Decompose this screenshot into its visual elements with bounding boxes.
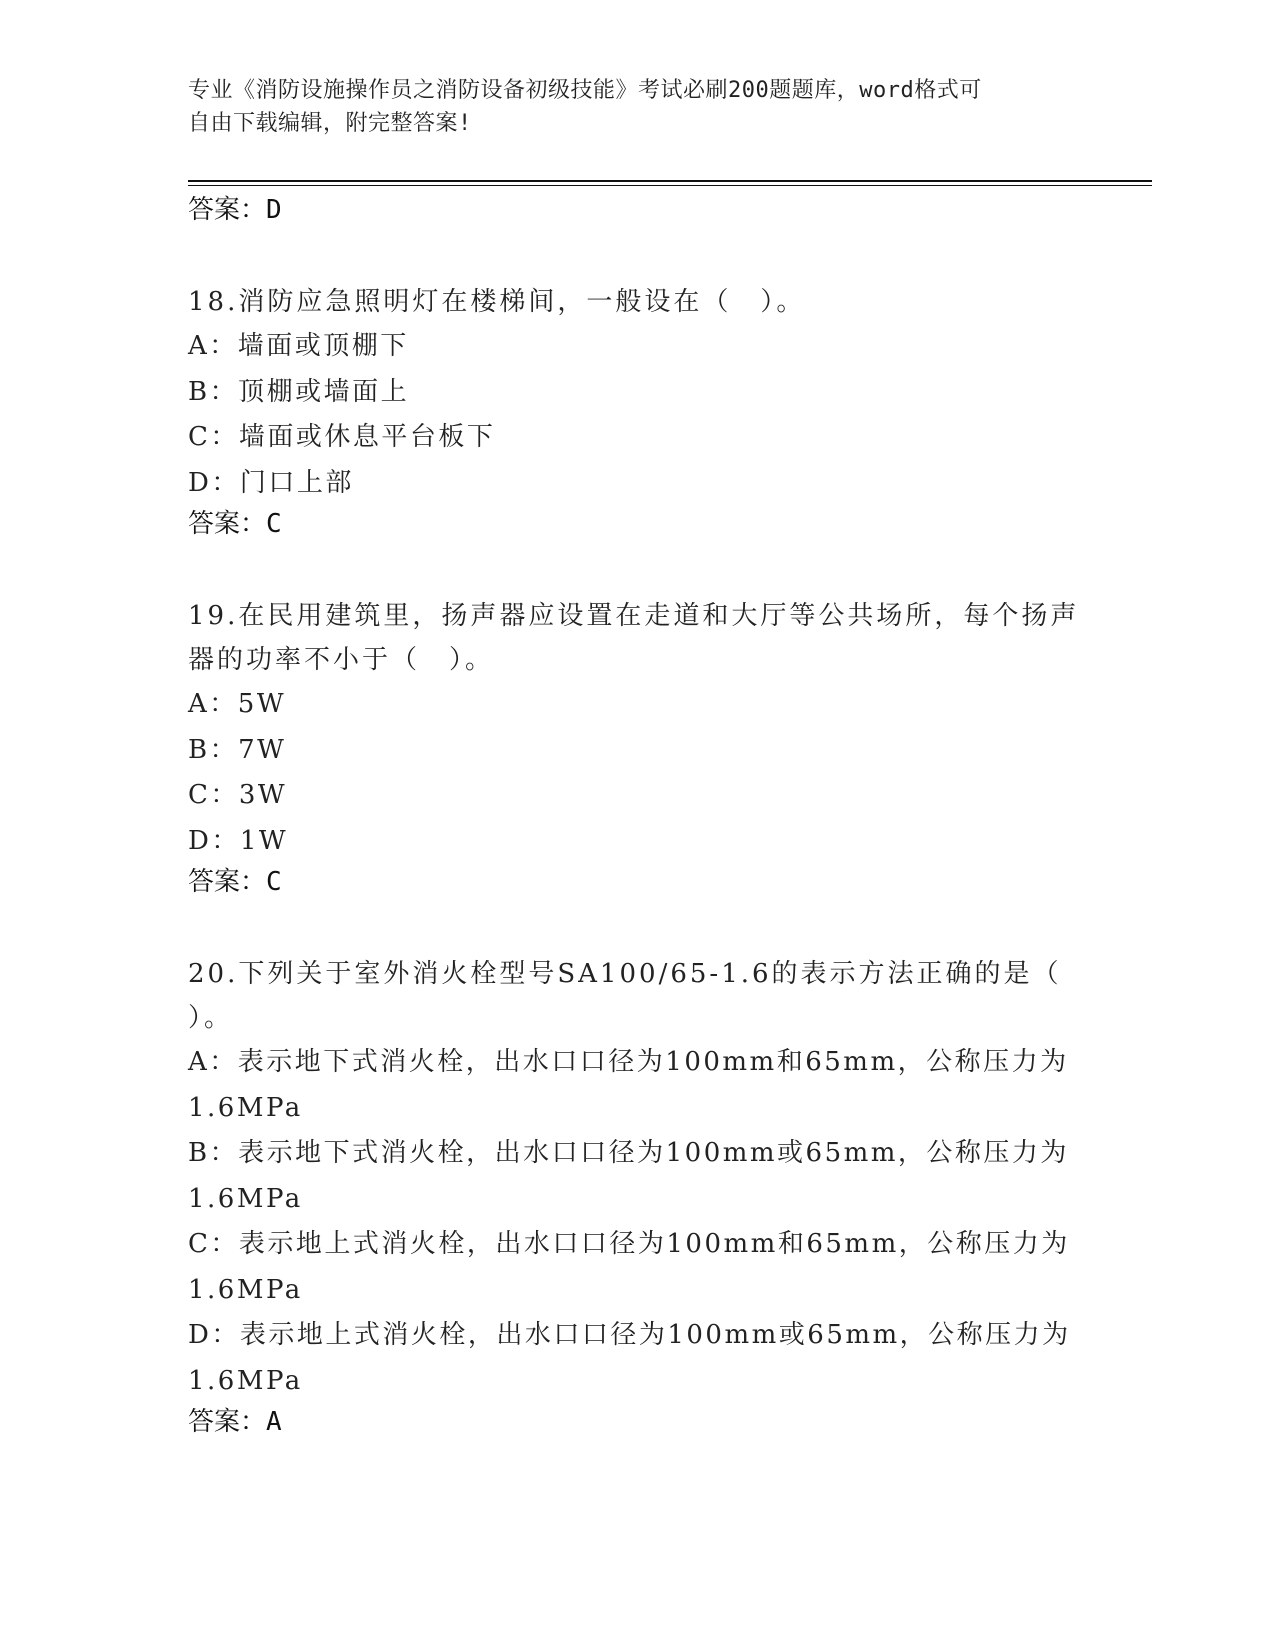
option-c: C：墙面或休息平台板下 — [188, 422, 496, 452]
previous-answer: 答案：D — [188, 195, 282, 225]
option-a: A：5W — [188, 689, 287, 719]
answer-line: 答案：C — [188, 509, 282, 539]
header-line-2: 自由下载编辑，附完整答案! — [188, 111, 472, 136]
question-block-18 — [188, 280, 1088, 542]
header-line-1: 专业《消防设施操作员之消防设备初级技能》考试必刷200题题库，word格式可 — [188, 78, 982, 103]
answer-line: 答案：A — [188, 1407, 282, 1437]
header-divider-thin — [188, 185, 1152, 186]
question-stem: 19.在民用建筑里，扬声器应设置在走道和大厅等公共场所，每个扬声 — [188, 601, 1080, 631]
option-b: B：7W — [188, 734, 287, 765]
question-stem: 18.消防应急照明灯在楼梯间，一般设在（ ）。 — [188, 287, 806, 317]
option-d: D：门口上部 — [188, 467, 354, 498]
answer-line: 答案：C — [188, 867, 282, 897]
option-d: D：表示地上式消火栓，出水口口径为100mm或65mm，公称压力为 — [188, 1320, 1071, 1350]
option-b: B：顶棚或墙面上 — [188, 376, 410, 407]
document-header — [188, 74, 1068, 140]
option-a: A：墙面或顶棚下 — [188, 331, 409, 361]
question-stem: 20.下列关于室外消火栓型号SA100/65-1.6的表示方法正确的是（ — [188, 959, 1062, 989]
spacer — [188, 228, 1088, 280]
option-c: C：3W — [188, 780, 288, 810]
option-b-continued: 1.6MPa — [188, 1183, 303, 1214]
document-body — [188, 192, 1088, 1440]
option-d: D：1W — [188, 825, 289, 856]
question-block-19 — [188, 594, 1088, 900]
question-stem-continued: ）。 — [188, 1003, 234, 1033]
spacer — [188, 900, 1088, 952]
option-d-continued: 1.6MPa — [188, 1365, 303, 1396]
option-c-continued: 1.6MPa — [188, 1274, 303, 1305]
question-stem-continued: 器的功率不小于（ ）。 — [188, 645, 495, 675]
option-a: A：表示地下式消火栓，出水口口径为100mm和65mm，公称压力为 — [188, 1047, 1069, 1077]
spacer — [188, 542, 1088, 594]
option-b: B：表示地下式消火栓，出水口口径为100mm或65mm，公称压力为 — [188, 1138, 1069, 1168]
option-a-continued: 1.6MPa — [188, 1092, 303, 1123]
option-c: C：表示地上式消火栓，出水口口径为100mm和65mm，公称压力为 — [188, 1229, 1070, 1259]
header-divider-thick — [188, 180, 1152, 182]
question-block-20 — [188, 952, 1088, 1440]
